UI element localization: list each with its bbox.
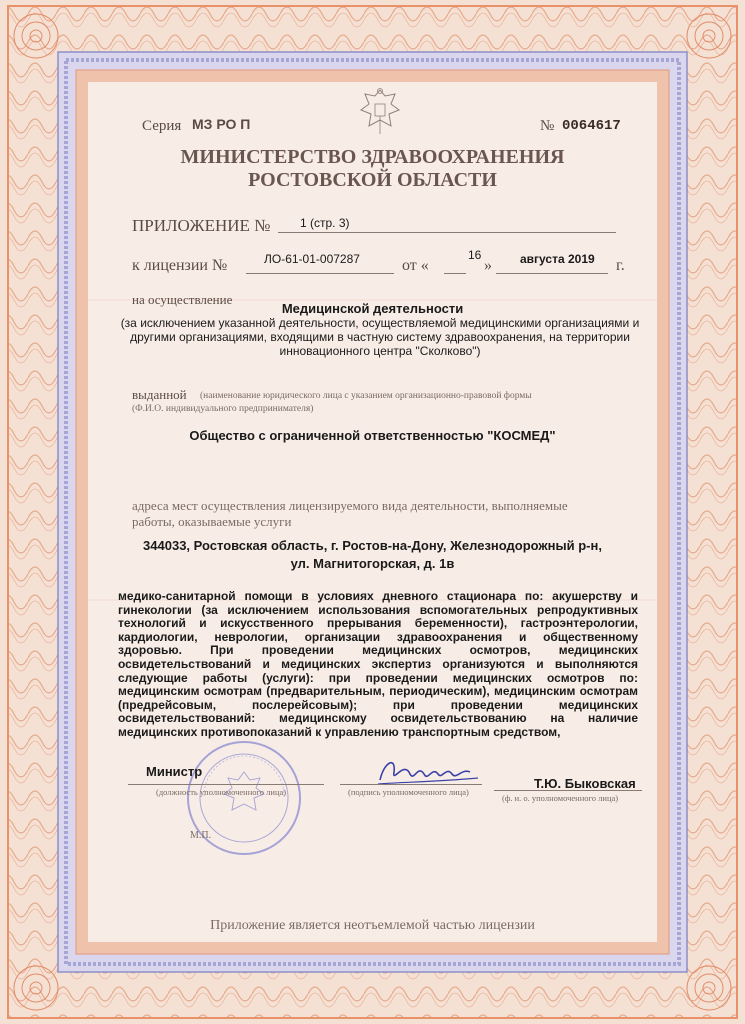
signer-position: Министр — [146, 764, 203, 779]
license-number: ЛО-61-01-007287 — [264, 252, 360, 266]
coat-of-arms-icon — [355, 86, 405, 138]
addresses-label-line2: работы, оказываемые услуги — [132, 514, 292, 529]
appendix-label: ПРИЛОЖЕНИЕ № — [132, 216, 271, 235]
ministry-title-line2: РОСТОВСКОЙ ОБЛАСТИ — [248, 169, 497, 191]
address-line2: ул. Магнитогорская, д. 1в — [290, 556, 455, 571]
series-label: Серия — [142, 118, 182, 134]
license-day-underline — [444, 273, 466, 274]
name-underline — [494, 790, 642, 791]
license-month-underline — [496, 273, 608, 274]
number-value: 0064617 — [562, 118, 621, 134]
license-month-year: августа 2019 — [520, 252, 595, 266]
issued-hint-org: (наименование юридического лица с указанием организационно-правовой формы — [200, 391, 532, 401]
address-line1: 344033, Ростовская область, г. Ростов-на-Дону, Железнодорожный р-н, — [143, 538, 602, 553]
appendix-value: 1 (стр. 3) — [300, 216, 350, 230]
number-label: № — [540, 118, 555, 134]
footer-note: Приложение является неотъемлемой частью лицензии — [210, 918, 535, 933]
position-underline — [128, 784, 324, 785]
series-value: МЗ РО П — [192, 116, 251, 132]
issued-hint-ip: (Ф.И.О. индивидуального предпринимателя) — [132, 404, 314, 414]
signature-hint: (подпись уполномоченного лица) — [348, 787, 469, 797]
addresses-label-line1: адреса мест осуществления лицензируемого вида деятельности, выполняемые — [132, 498, 568, 513]
ministry-title-line1: МИНИСТЕРСТВО ЗДРАВООХРАНЕНИЯ — [180, 146, 565, 168]
signer-name: Т.Ю. Быковская — [534, 776, 636, 791]
license-from-label: от « — [402, 257, 429, 274]
license-close-quote: » — [484, 257, 492, 274]
activity-title: Медицинской деятельности — [281, 301, 464, 316]
works-description: медико-санитарной помощи в условиях дневного стационара по: акушерству и гинекологии (за исключением использования вспомогательных репродуктивных технологий и искусственного прерывания беременности), гастроэнтерологии, кардиологии, неврологии, организации здравоохранения и общественному здоровью. При проведении медицинских осмотров, медицинских освидетельствований и медицинских экспертиз организуются и выполняются следующие работы (услуги): при проведении медицинских осмотров по: медицинским осмотрам (предварительным, периодическим), медицинским осмотрам (предрейсовым, послерейсовым); при проведении медицинских освидетельствований: медицинскому освидетельствованию на наличие медицинских противопоказаний к управлению транспортным средством, — [118, 589, 638, 739]
appendix-underline — [278, 232, 616, 233]
license-day: 16 — [468, 248, 482, 262]
organization-name: Общество с ограниченной ответственностью "КОСМЕД" — [189, 428, 556, 443]
issued-label: выданной — [132, 387, 187, 402]
license-number-underline — [246, 273, 394, 274]
position-hint: (должность уполномоченного лица) — [156, 787, 287, 797]
license-label: к лицензии № — [132, 257, 228, 274]
handwritten-signature-icon — [374, 752, 484, 792]
signature-underline — [340, 784, 482, 785]
name-hint: (ф. и. о. уполномоченного лица) — [502, 793, 619, 803]
license-year-suffix: г. — [616, 257, 625, 274]
stamp-place-label: М.П. — [190, 830, 212, 841]
activity-label: на осуществление — [132, 292, 233, 307]
activity-description: (за исключением указанной деятельности, осуществляемой медицинскими организациями и другими организациями, входящими в частную систему здравоохранения, на территории инновационного центра "Сколково") — [120, 316, 640, 358]
